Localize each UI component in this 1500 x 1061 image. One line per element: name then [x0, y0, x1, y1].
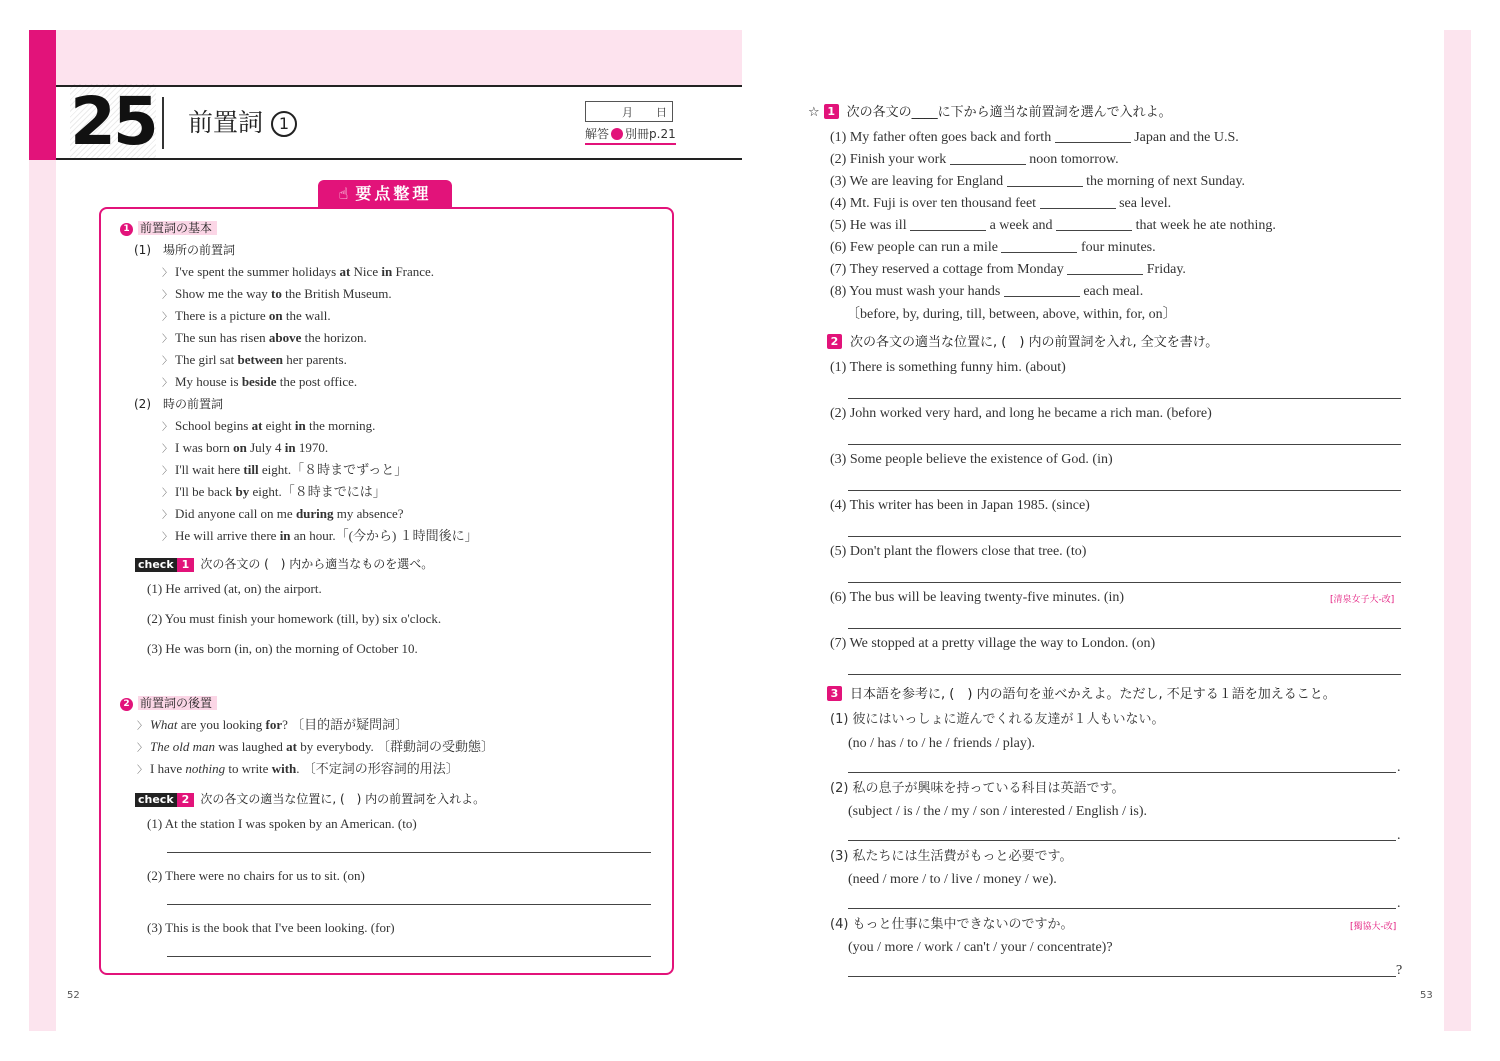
place-label: (1) [134, 243, 151, 257]
summary-tab [318, 180, 452, 208]
answer-dot-icon [611, 128, 623, 140]
blank-field[interactable] [950, 150, 1026, 165]
chevron-right-icon: 〉 [162, 312, 172, 323]
exercise2-item: (7) We stopped at a pretty village the way to London. (on) [830, 636, 1156, 651]
exercise2-number: 2 [827, 334, 842, 349]
check1-question: (1) He arrived (at, on) the airport. [147, 581, 322, 596]
check-badge: check [135, 558, 177, 572]
answer-end-mark: . [1397, 896, 1401, 911]
chevron-right-icon: 〉 [137, 765, 147, 776]
place-example: 〉 I've spent the summer holidays at Nice in France. [162, 264, 435, 279]
exercise1-item: (5) He was ill a week and that week he ate nothing. [830, 218, 1276, 233]
chevron-right-icon: 〉 [137, 721, 147, 732]
time-subheading [134, 396, 223, 412]
section2-title: 前置詞の後置 [138, 696, 217, 710]
check-number: 1 [177, 558, 195, 572]
chevron-right-icon: 〉 [162, 290, 172, 301]
chevron-right-icon: 〉 [162, 444, 172, 455]
answer-line[interactable] [167, 904, 651, 905]
answer-line[interactable] [848, 582, 1401, 583]
title-divider [162, 97, 164, 149]
chevron-right-icon: 〉 [137, 743, 147, 754]
date-day-label: 日 [656, 106, 667, 119]
time-example: 〉 School begins at eight in the morning. [162, 418, 376, 433]
exercise2-item: (6) The bus will be leaving twenty-five minutes. (in) [830, 590, 1125, 605]
answer-end-mark: . [1397, 760, 1401, 775]
answer-line[interactable] [167, 956, 651, 957]
answer-reference [585, 126, 676, 145]
answer-line[interactable] [848, 490, 1401, 491]
exercise2-instruction: 次の各文の適当な位置に, ( ) 内の前置詞を入れ, 全文を書け。 [850, 335, 1219, 350]
exercise2-item: (5) Don't plant the flowers close that tree. (to) [830, 544, 1087, 559]
place-example: 〉 The sun has risen above the horizon. [162, 330, 367, 345]
check1-question: (2) You must finish your homework (till, by) six o'clock. [147, 611, 442, 626]
exercise1-choices: 〔before, by, during, till, between, above, within, for, on〕 [846, 307, 1177, 322]
exercise3-words: (need / more / to / live / money / we). [848, 872, 1057, 887]
hand-pointer-icon: ☝ [338, 184, 352, 203]
exercise3-instruction: 日本語を参考に, ( ) 内の語句を並べかえよ。ただし, 不足する１語を加えること。 [850, 687, 1336, 702]
answer-line[interactable] [848, 840, 1396, 841]
blank-field[interactable] [1004, 282, 1080, 297]
answer-line[interactable] [848, 444, 1401, 445]
chevron-right-icon: 〉 [162, 334, 172, 345]
exercise1-heading [808, 104, 1172, 122]
lesson-title-text: 前置詞 [188, 108, 264, 137]
section2-heading [120, 695, 217, 711]
chevron-right-icon: 〉 [162, 422, 172, 433]
answer-line[interactable] [167, 852, 651, 853]
exercise3-japanese: (3) 私たちには生活費がもっと必要です。 [830, 849, 1073, 864]
answer-label: 解答 [585, 127, 610, 141]
chevron-right-icon: 〉 [162, 532, 172, 543]
answer-line[interactable] [848, 398, 1401, 399]
check-number: 2 [177, 793, 195, 807]
page-number-right: 53 [1420, 990, 1433, 1001]
check2-instruction: 次の各文の適当な位置に, ( ) 内の前置詞を入れよ。 [200, 792, 486, 806]
time-title: 時の前置詞 [163, 397, 224, 411]
blank-field[interactable] [1056, 216, 1132, 231]
exercise1-item: (6) Few people can run a mile four minutes. [830, 240, 1156, 255]
postposition-example: 〉 What are you looking for? 〔目的語が疑問詞〕 [137, 717, 409, 732]
exercise2-heading [827, 334, 1218, 352]
place-example: 〉 There is a picture on the wall. [162, 308, 331, 323]
header-rule-bottom [56, 158, 742, 160]
date-month-label: 月 [622, 106, 633, 119]
exercise3-japanese: (2) 私の息子が興味を持っている科目は英語です。 [830, 781, 1125, 796]
exercise2-item: (1) There is something funny him. (about) [830, 360, 1066, 375]
check1-heading [135, 556, 433, 572]
exercise1-item: (2) Finish your work noon tomorrow. [830, 152, 1119, 167]
answer-line[interactable] [848, 772, 1396, 773]
section1-heading [120, 220, 217, 236]
blank-field[interactable] [1001, 238, 1077, 253]
place-title: 場所の前置詞 [163, 243, 236, 257]
time-example: 〉 I'll be back by eight.「８時までには」 [162, 484, 386, 499]
right-margin-strip [1444, 30, 1471, 1031]
lesson-number: 25 [70, 83, 156, 160]
time-example: 〉 He will arrive there in an hour.「(今から) １時間後に」 [162, 528, 478, 543]
time-example: 〉 Did anyone call on me during my absence? [162, 506, 404, 521]
time-example: 〉 I'll wait here till eight.「８時までずっと」 [162, 462, 408, 477]
check2-question: (2) There were no chairs for us to sit. (on) [147, 868, 365, 883]
chevron-right-icon: 〉 [162, 466, 172, 477]
top-band [56, 30, 742, 86]
exercise1-item: (4) Mt. Fuji is over ten thousand feet sea level. [830, 196, 1172, 211]
check1-question: (3) He was born (in, on) the morning of October 10. [147, 641, 418, 656]
chevron-right-icon: 〉 [162, 510, 172, 521]
lesson-part-badge: 1 [271, 111, 297, 137]
time-example: 〉 I was born on July 4 in 1970. [162, 440, 329, 455]
exercise1-item: (1) My father often goes back and forth Japan and the U.S. [830, 130, 1239, 145]
blank-field[interactable] [1040, 194, 1116, 209]
exercise2-item: (3) Some people believe the existence of God. (in) [830, 452, 1113, 467]
summary-tab-label: 要点整理 [355, 184, 432, 203]
exercise2-item: (2) John worked very hard, and long he became a rich man. (before) [830, 406, 1212, 421]
left-margin-strip [29, 30, 56, 1031]
check-badge: check [135, 793, 177, 807]
place-example: 〉 The girl sat between her parents. [162, 352, 347, 367]
chevron-right-icon: 〉 [162, 268, 172, 279]
place-example: 〉 Show me the way to the British Museum. [162, 286, 392, 301]
section2-number: 2 [120, 698, 133, 711]
blank-field[interactable] [1067, 260, 1143, 275]
header-rule-top [56, 85, 742, 87]
exercise1-item: (3) We are leaving for England the morning of next Sunday. [830, 174, 1246, 189]
check2-question: (1) At the station I was spoken by an American. (to) [147, 816, 417, 831]
exercise3-words: (subject / is / the / my / son / interested / English / is). [848, 804, 1148, 819]
answer-end-mark: ? [1396, 963, 1403, 978]
answer-line[interactable] [848, 628, 1401, 629]
section1-title: 前置詞の基本 [138, 221, 217, 235]
answer-end-mark: . [1397, 828, 1401, 843]
exercise3-number: 3 [827, 686, 842, 701]
section1-number: 1 [120, 223, 133, 236]
date-box[interactable] [585, 101, 673, 122]
source-citation: [清泉女子大-改] [1330, 595, 1395, 605]
left-margin-accent [29, 30, 56, 160]
time-label: (2) [134, 397, 151, 411]
answer-line[interactable] [848, 536, 1401, 537]
blank-field[interactable] [1055, 128, 1131, 143]
chevron-right-icon: 〉 [162, 488, 172, 499]
postposition-example: 〉 The old man was laughed at by everybody. 〔群動詞の受動態〕 [137, 739, 494, 754]
exercise1-number: 1 [824, 104, 839, 119]
chevron-right-icon: 〉 [162, 378, 172, 389]
exercise3-japanese: (1) 彼にはいっしょに遊んでくれる友達が１人もいない。 [830, 712, 1165, 727]
place-example: 〉 My house is beside the post office. [162, 374, 358, 389]
answer-line[interactable] [848, 674, 1401, 675]
exercise1-item: (7) They reserved a cottage from Monday Friday. [830, 262, 1186, 277]
postposition-example: 〉 I have nothing to write with. 〔不定詞の形容詞的用法〕 [137, 761, 459, 776]
page-number-left: 52 [67, 990, 80, 1001]
blank-field[interactable] [910, 216, 986, 231]
lesson-title [188, 105, 297, 141]
exercise3-japanese: (4) もっと仕事に集中できないのですか。 [830, 917, 1074, 932]
exercise1-item: (8) You must wash your hands each meal. [830, 284, 1144, 299]
answer-line[interactable] [848, 908, 1396, 909]
exercise3-words: (no / has / to / he / friends / play). [848, 736, 1036, 751]
check2-question: (3) This is the book that I've been looking. (for) [147, 920, 395, 935]
check2-heading [135, 791, 485, 807]
star-icon: ☆ [808, 105, 820, 120]
exercise3-heading [827, 686, 1336, 704]
source-citation: [獨協大-改] [1350, 922, 1397, 932]
chevron-right-icon: 〉 [162, 356, 172, 367]
blank-field[interactable] [1007, 172, 1083, 187]
exercise2-item: (4) This writer has been in Japan 1985. (since) [830, 498, 1090, 513]
place-subheading [134, 242, 235, 258]
check1-instruction: 次の各文の ( ) 内から適当なものを選べ。 [200, 557, 434, 571]
answer-page: 別冊p.21 [625, 127, 676, 141]
exercise3-words: (you / more / work / can't / your / concentrate)? [848, 940, 1113, 955]
exercise1-instruction: 次の各文の____に下から適当な前置詞を選んで入れよ。 [846, 105, 1172, 120]
answer-line[interactable] [848, 976, 1396, 977]
